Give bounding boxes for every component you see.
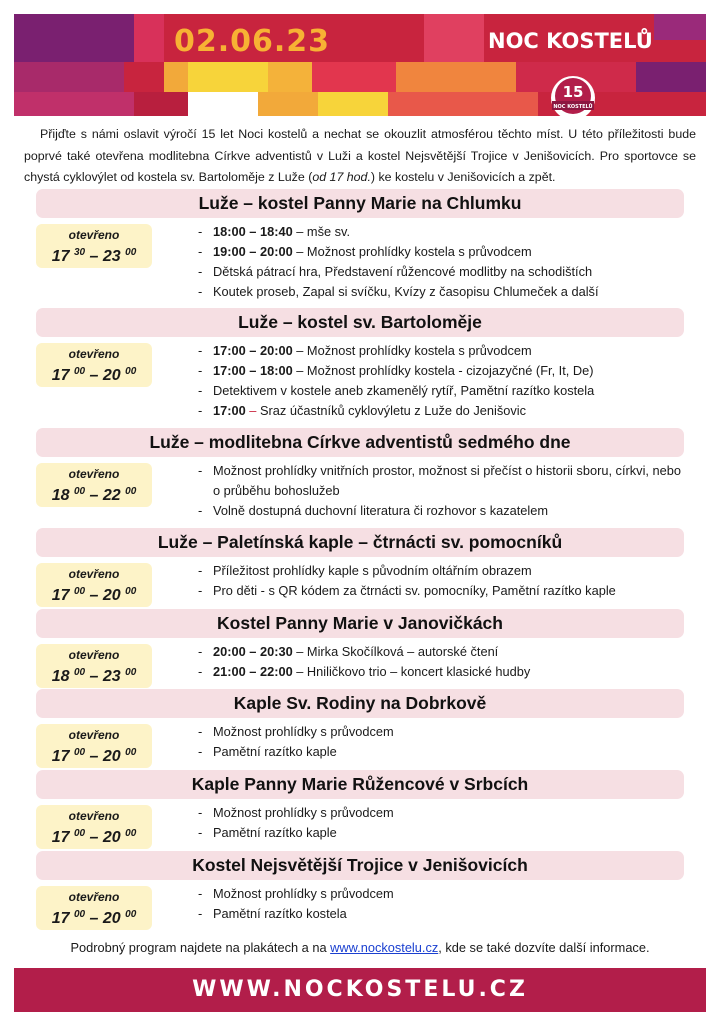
section-1 bbox=[36, 189, 684, 299]
intro-paragraph: Přijďte s námi oslavit výročí 15 let Noci kostelů a nechat se okouzlit atmosférou těchto míst. U této příležitosti bude poprvé také otevřena modlitebna Církve adventistů v Luži a kostel Nejsvětější Trojice v Jenišovicích. Pro sportovce se chystá cyklovýlet od kostela sv. Bartoloměje z Luže (od 17 hod.) ke kostelu v Jenišovicích a zpět. bbox=[24, 127, 696, 184]
open-label: otevřeno bbox=[68, 890, 120, 904]
section-7 bbox=[36, 770, 684, 846]
opening-hours: 17 $^{30}$ – 23 $^{00}$ bbox=[51, 247, 137, 265]
program-item bbox=[198, 461, 684, 501]
opening-hours: 17 $^{00}$ – 20 $^{00}$ bbox=[51, 909, 137, 927]
program-item bbox=[198, 381, 684, 401]
footer-note bbox=[14, 939, 706, 957]
opening-hours: 17 $^{00}$ – 20 $^{00}$ bbox=[51, 747, 137, 765]
program-item-time: 20:00 – 20:30 bbox=[213, 644, 293, 659]
program-list bbox=[198, 461, 684, 521]
program-item-text: Pamětní razítko kostela bbox=[213, 906, 347, 921]
open-label: otevřeno bbox=[68, 567, 120, 581]
program-item bbox=[198, 262, 684, 282]
program-item bbox=[198, 341, 684, 361]
open-label: otevřeno bbox=[68, 648, 120, 662]
opening-hours: 17 $^{00}$ – 20 $^{00}$ bbox=[51, 828, 137, 846]
section-title: Luže – kostel Panny Marie na Chlumku bbox=[36, 189, 684, 218]
program-item bbox=[198, 501, 684, 521]
open-label: otevřeno bbox=[68, 228, 120, 242]
program-item-text: Dětská pátrací hra, Představení růžencové modlitby na schodištích bbox=[213, 264, 593, 279]
opening-hours-box bbox=[36, 724, 152, 768]
program-item bbox=[198, 742, 684, 762]
program-item-text: Pro děti - s QR kódem za čtrnácti sv. pomocníky, Pamětní razítko kaple bbox=[213, 583, 616, 598]
program-item bbox=[198, 662, 684, 682]
program-item-time: 18:00 – 18:40 bbox=[213, 224, 293, 239]
program-item bbox=[198, 884, 684, 904]
section-8 bbox=[36, 851, 684, 927]
footer-note-after: , kde se také dozvíte další informace. bbox=[438, 940, 650, 955]
program-list bbox=[198, 803, 684, 843]
program-item-text: – Možnost prohlídky kostela s průvodcem bbox=[292, 244, 532, 259]
open-label: otevřeno bbox=[68, 728, 120, 742]
program-item-text: Pamětní razítko kaple bbox=[213, 744, 337, 759]
program-item bbox=[198, 803, 684, 823]
program-item-text: Koutek proseb, Zapal si svíčku, Kvízy z časopisu Chlumeček a další bbox=[213, 284, 599, 299]
program-item-text: Možnost prohlídky s průvodcem bbox=[213, 724, 394, 739]
program-item bbox=[198, 722, 684, 742]
intro-text bbox=[24, 124, 696, 189]
program-item bbox=[198, 904, 684, 924]
opening-hours-box bbox=[36, 343, 152, 387]
program-item-text: Pamětní razítko kaple bbox=[213, 825, 337, 840]
section-2 bbox=[36, 308, 684, 418]
badge-number: 15 bbox=[562, 83, 584, 101]
program-item-text: Příležitost prohlídky kaple s původním oltářním obrazem bbox=[213, 563, 532, 578]
footer-note-before: Podrobný program najdete na plakátech a na bbox=[70, 940, 331, 955]
program-item-text: – mše sv. bbox=[292, 224, 351, 239]
program-item bbox=[198, 222, 684, 242]
program-item bbox=[198, 642, 684, 662]
opening-hours: 18 $^{00}$ – 23 $^{00}$ bbox=[51, 667, 137, 685]
badge-text: NOC KOSTELŮ bbox=[553, 104, 593, 110]
section-title: Kostel Panny Marie v Janovičkách bbox=[36, 609, 684, 638]
section-title: Luže – modlitebna Církve adventistů sedmého dne bbox=[36, 428, 684, 457]
event-title: NOC KOSTELŮ bbox=[488, 29, 653, 53]
program-item bbox=[198, 361, 684, 381]
program-item-text: Sraz účastníků cyklovýletu z Luže do Jenišovic bbox=[259, 403, 526, 418]
program-item bbox=[198, 581, 684, 601]
section-title: Kaple Sv. Rodiny na Dobrkově bbox=[36, 689, 684, 718]
program-item-text: Možnost prohlídky s průvodcem bbox=[213, 805, 394, 820]
header-banner bbox=[14, 14, 706, 116]
program-item-time: 21:00 – 22:00 bbox=[213, 664, 293, 679]
program-item bbox=[198, 401, 684, 421]
section-5 bbox=[36, 609, 684, 685]
program-list bbox=[198, 561, 684, 601]
program-item-text: – Možnost prohlídky kostela s průvodcem bbox=[292, 343, 532, 358]
program-item-text: Možnost prohlídky vnitřních prostor, možnost si přečíst o historii sboru, církvi, nebo o průběhu bohoslužeb bbox=[213, 463, 681, 498]
open-label: otevřeno bbox=[68, 467, 120, 481]
program-list bbox=[198, 722, 684, 762]
program-list bbox=[198, 642, 684, 682]
program-item-text: Volně dostupná duchovní literatura či rozhovor s kazatelem bbox=[213, 503, 549, 518]
opening-hours-box bbox=[36, 224, 152, 268]
footer-banner bbox=[14, 968, 706, 1012]
program-item bbox=[198, 242, 684, 262]
section-title: Luže – kostel sv. Bartoloměje bbox=[36, 308, 684, 337]
opening-hours-box bbox=[36, 644, 152, 688]
opening-hours: 17 $^{00}$ – 20 $^{00}$ bbox=[51, 366, 137, 384]
program-item-time: 17:00 – 18:00 bbox=[213, 363, 293, 378]
section-4 bbox=[36, 528, 684, 604]
section-title: Luže – Paletínská kaple – čtrnácti sv. pomocníků bbox=[36, 528, 684, 557]
opening-hours-box bbox=[36, 563, 152, 607]
section-3 bbox=[36, 428, 684, 518]
program-item-time: 17:00 – 20:00 bbox=[213, 343, 293, 358]
opening-hours: 18 $^{00}$ – 22 $^{00}$ bbox=[51, 486, 137, 504]
program-item-text: Možnost prohlídky s průvodcem bbox=[213, 886, 394, 901]
program-item bbox=[198, 823, 684, 843]
opening-hours-box bbox=[36, 463, 152, 507]
program-list bbox=[198, 222, 684, 302]
program-item bbox=[198, 282, 684, 302]
program-list bbox=[198, 341, 684, 421]
opening-hours-box bbox=[36, 886, 152, 930]
website-link[interactable]: www.nockostelu.cz bbox=[330, 940, 439, 955]
event-date: 02.06.23 bbox=[174, 24, 331, 59]
footer-banner-text: WWW.NOCKOSTELU.CZ bbox=[192, 977, 528, 1002]
program-item-time: 17:00 bbox=[213, 403, 246, 418]
opening-hours-box bbox=[36, 805, 152, 849]
section-title: Kostel Nejsvětější Trojice v Jenišovicích bbox=[36, 851, 684, 880]
program-item bbox=[198, 561, 684, 581]
program-list bbox=[198, 884, 684, 924]
anniversary-badge-icon bbox=[549, 74, 597, 116]
program-item-text: – Možnost prohlídky kostela - cizojazyčné (Fr, It, De) bbox=[292, 363, 594, 378]
program-item-separator: – bbox=[245, 403, 260, 418]
program-item-text: – Mirka Skočílková – autorské čtení bbox=[292, 644, 499, 659]
program-item-text: Detektivem v kostele aneb zkamenělý rytíř, Pamětní razítko kostela bbox=[213, 383, 595, 398]
opening-hours: 17 $^{00}$ – 20 $^{00}$ bbox=[51, 586, 137, 604]
program-item-text: – Hniličkovo trio – koncert klasické hudby bbox=[292, 664, 531, 679]
program-item-time: 19:00 – 20:00 bbox=[213, 244, 293, 259]
section-6 bbox=[36, 689, 684, 765]
open-label: otevřeno bbox=[68, 809, 120, 823]
open-label: otevřeno bbox=[68, 347, 120, 361]
section-title: Kaple Panny Marie Růžencové v Srbcích bbox=[36, 770, 684, 799]
